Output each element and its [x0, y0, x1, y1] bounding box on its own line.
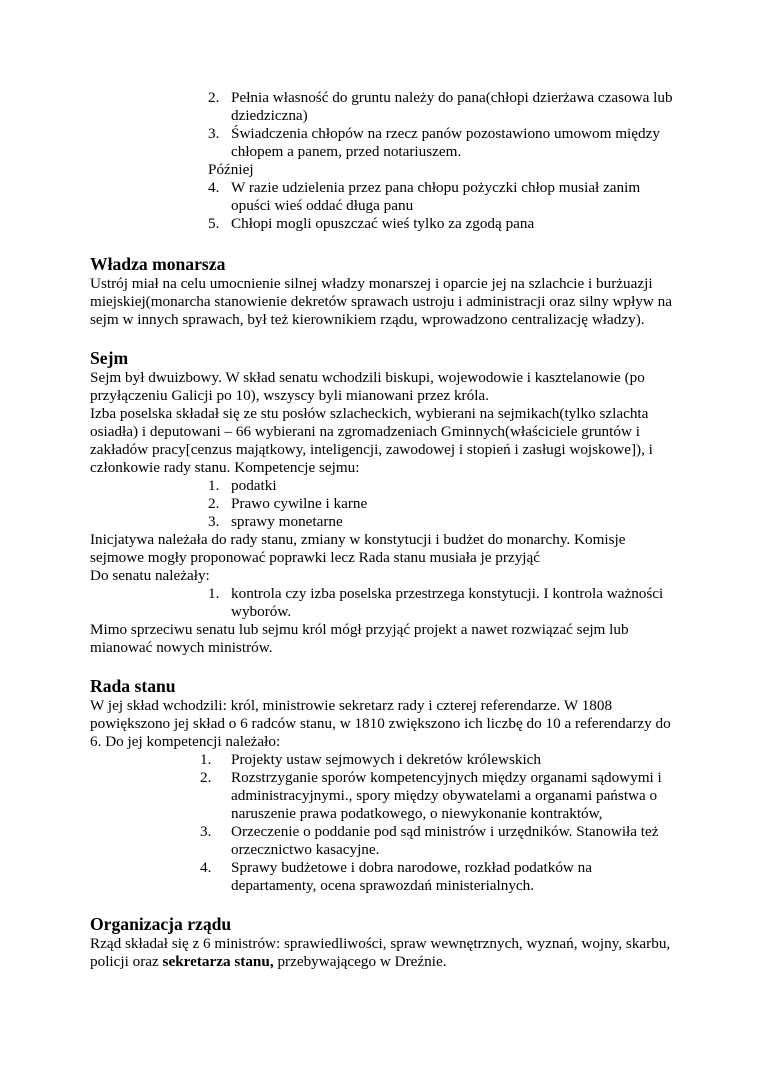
senate-label: Do senatu należały: — [90, 567, 210, 584]
list-number: 2. — [208, 89, 220, 106]
list-number: 3. — [208, 513, 220, 530]
list-text: W razie udzielenia przez pana chłopu pożyczki chłop musiał zanim opuści wieś oddać długa panu — [231, 179, 641, 214]
list-text: Pełnia własność do gruntu należy do pana(chłopi dzierżawa czasowa lub dziedziczna) — [231, 89, 673, 124]
list-text: Projekty ustaw sejmowych i dekretów królewskich — [231, 751, 542, 768]
list-number: 1. — [208, 585, 220, 602]
list-item — [90, 495, 675, 513]
heading-sejm: Sejm — [90, 348, 129, 368]
heading-monarch: Władza monarsza — [90, 254, 226, 274]
list-item — [90, 513, 675, 531]
list-number: 2. — [208, 495, 220, 512]
paragraph-text: przebywającego w Dreźnie. — [273, 953, 447, 970]
paragraph-monarch: Ustrój miał na celu umocnienie silnej władzy monarszej i oparcie jej na szlachcie i burżuazji miejskiej(monarcha stanowienie dekretów sprawach ustroju i administracji oraz silny wpływ na sejm w innych sprawach, był też kierownikiem rządu, wprowadzono centralizację władzy). — [90, 275, 673, 328]
list-item — [90, 477, 675, 495]
senate-list — [90, 585, 675, 621]
paragraph-sejm-3: Inicjatywa należała do rady stanu, zmiany w konstytucji i budżet do monarchy. Komisje sejmowe mogły proponować poprawki lecz Rada stanu musiała je przyjąć — [90, 531, 626, 566]
list-number: 3. — [200, 823, 212, 840]
list-item — [90, 125, 675, 161]
paragraph-sejm-2: Izba poselska składał się ze stu posłów szlacheckich, wybierani na sejmikach(tylko szlachta osiadła) i deputowani – 66 wybierani na zgromadzeniach Gminnych(właściciele gruntów i zakładów pracy[cenzus majątkowy, inteligencji, zawodowej i stopień i zasługi wojskowe]), i członkowie rady stanu. Kompetencje sejmu: — [90, 405, 653, 476]
list-item — [90, 823, 675, 859]
list-text: Chłopi mogli opuszczać wieś tylko za zgodą pana — [231, 215, 535, 232]
list-text: podatki — [231, 477, 277, 494]
paragraph-sejm-1: Sejm był dwuizbowy. W skład senatu wchodzili biskupi, wojewodowie i kasztelanowie (po przyłączeniu Galicji po 10), wszyscy byli mianowani przez króla. — [90, 369, 645, 404]
council-competences-list — [90, 751, 675, 895]
list-text: Prawo cywilne i karne — [231, 495, 368, 512]
list-item — [90, 859, 675, 895]
list-item — [90, 751, 675, 769]
heading-government: Organizacja rządu — [90, 914, 232, 934]
list-item — [90, 769, 675, 823]
list-number: 2. — [200, 769, 212, 786]
list-text: sprawy monetarne — [231, 513, 343, 530]
list-text: Orzeczenie o poddanie pod sąd ministrów i urzędników. Stanowiła też orzecznictwo kasacyjne. — [231, 823, 659, 858]
list-number: 4. — [200, 859, 212, 876]
bold-text: sekretarza stanu, — [162, 953, 274, 970]
intro-list-a — [90, 89, 675, 161]
paragraph-sejm-4: Mimo sprzeciwu senatu lub sejmu król mógł przyjąć projekt a nawet rozwiązać sejm lub mianować nowych ministrów. — [90, 621, 629, 656]
list-number: 1. — [208, 477, 220, 494]
paragraph-government — [90, 935, 675, 971]
list-item — [90, 215, 675, 233]
list-item — [90, 179, 675, 215]
list-number: 1. — [200, 751, 212, 768]
list-number: 4. — [208, 179, 220, 196]
list-number: 5. — [208, 215, 220, 232]
document-page — [90, 89, 675, 971]
list-number: 3. — [208, 125, 220, 142]
paragraph-council: W jej skład wchodzili: król, ministrowie sekretarz rady i czterej referendarze. W 1808 powiększono jej skład o 6 radców stanu, w 1810 zwiększono ich liczbę do 10 a referendarzy do 6. Do jej kompetencji należało: — [90, 697, 671, 750]
list-text: Rozstrzyganie sporów kompetencyjnych między organami sądowymi i administracyjnymi., spory między obywatelami a organami państwa o naruszenie prawa podatkowego, o niewykonanie kontraktów, — [231, 769, 662, 822]
sejm-competences-list — [90, 477, 675, 531]
intro-list-b — [90, 179, 675, 233]
paragraph-text: Rząd składał się z 6 ministrów: sprawiedliwości, spraw wewnętrznych, wyznań, wojny, skarbu, policji oraz — [90, 935, 671, 970]
list-text: Świadczenia chłopów na rzecz panów pozostawiono umowom między chłopem a panem, przed notariuszem. — [231, 125, 660, 160]
list-item — [90, 585, 675, 621]
list-item — [90, 89, 675, 125]
later-label: Później — [208, 161, 254, 178]
list-text: Sprawy budżetowe i dobra narodowe, rozkład podatków na departamenty, ocena sprawozdań ministerialnych. — [231, 859, 593, 894]
list-text: kontrola czy izba poselska przestrzega konstytucji. I kontrola ważności wyborów. — [231, 585, 664, 620]
heading-council: Rada stanu — [90, 676, 176, 696]
